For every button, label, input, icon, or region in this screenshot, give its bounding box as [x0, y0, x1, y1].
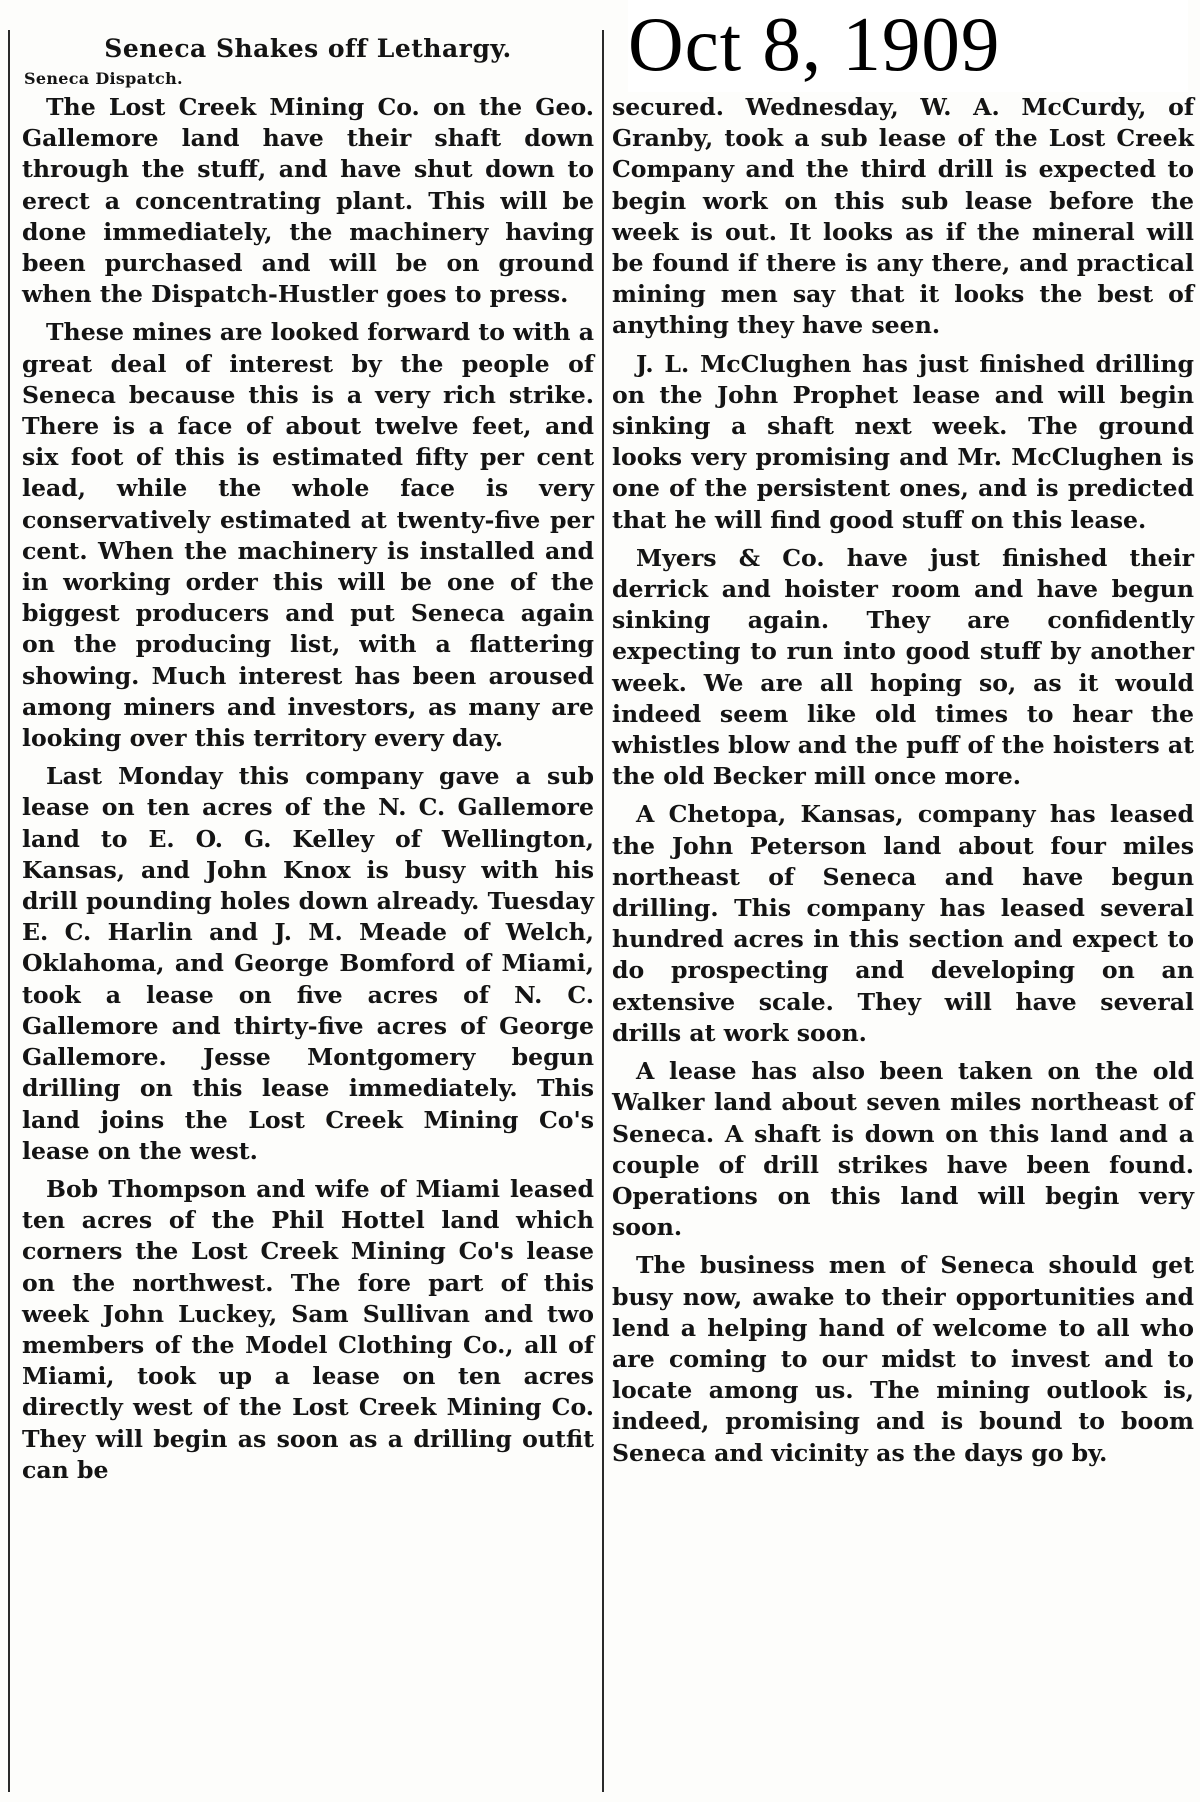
column-rule-middle [602, 30, 604, 1792]
paragraph: The Lost Creek Mining Co. on the Geo. Gallemore land have their shaft down through the stuff, and have shut down to erect a concentrating plant. This will be done immediately, the machinery having been purchased and will be on ground when the Dispatch-Hustler goes to press. [22, 93, 594, 309]
paragraph: A Chetopa, Kansas, company has leased the John Peterson land about four miles northeast of Seneca and have begun drilling. This company has leased several hundred acres in this section and expect to do prospecting and developing on an extensive scale. They will have several drills at work soon. [612, 800, 1194, 1047]
paragraph: Myers & Co. have just finished their derrick and hoister room and have begun sinking again. They are confidently expecting to run into good stuff by another week. We are all hoping so, as it would indeed seem like old times to hear the whistles blow and the puff of the hoisters at the old Becker mill once more. [612, 543, 1194, 791]
article-headline: Seneca Shakes off Lethargy. [104, 34, 512, 63]
paragraph: J. L. McClughen has just finished drilling on the John Prophet lease and will begin sinking a shaft next week. The ground looks very promising and Mr. McClughen is one of the persistent ones, and is predicted that he will find good stuff on this lease. [612, 349, 1194, 534]
date-stamp: Oct 8, 1909 [628, 0, 1188, 92]
article-source: Seneca Dispatch. [24, 69, 183, 88]
paragraph: Bob Thompson and wife of Miami leased ten acres of the Phil Hottel land which corners the Lost Creek Mining Co's lease on the northwest. The fore part of this week John Luckey, Sam Sullivan and two members of the Model Clothing Co., all of Miami, took up a lease on ten acres directly west of the Lost Creek Mining Co. They will begin as soon as a drilling outfit can be [22, 1174, 594, 1484]
column-rule-left [8, 30, 10, 1792]
paragraph: The business men of Seneca should get busy now, awake to their opportunities and lend a helping hand of welcome to all who are coming to our midst to invest and to locate among us. The mining outlook is, indeed, promising and is bound to boom Seneca and vicinity as the days go by. [612, 1251, 1194, 1467]
paragraph-continuation: secured. Wednesday, W. A. McCurdy, of Granby, took a sub lease of the Lost Creek Company and the third drill is expected to begin work on this sub lease before the week is out. It looks as if the mineral will be found if there is any there, and practical mining men say that it looks the best of anything they have seen. [612, 93, 1194, 340]
paragraph: Last Monday this company gave a sub lease on ten acres of the N. C. Gallemore land to E. O. G. Kelley of Wellington, Kansas, and John Knox is busy with his drill pounding holes down already. Tuesday E. C. Harlin and J. M. Meade of Welch, Oklahoma, and George Bomford of Miami, took a lease on five acres of N. C. Gallemore and thirty-five acres of George Gallemore. Jesse Montgomery begun drilling on this lease immediately. This land joins the Lost Creek Mining Co's lease on the west. [22, 762, 594, 1165]
article-column-left [22, 24, 594, 1493]
article-column-right [612, 92, 1194, 1476]
paragraph: These mines are looked forward to with a great deal of interest by the people of Seneca because this is a very rich strike. There is a face of about twelve feet, and six foot of this is estimated fifty per cent lead, while the whole face is very conservatively estimated at twenty-five per cent. When the machinery is installed and in working order this will be one of the biggest producers and put Seneca again on the producing list, with a flattering showing. Much interest has been aroused among miners and investors, as many are looking over this territory every day. [22, 318, 595, 753]
paragraph: A lease has also been taken on the old Walker land about seven miles northeast of Seneca. A shaft is down on this land and a couple of drill strikes have been found. Operations on this land will begin very soon. [612, 1057, 1194, 1242]
